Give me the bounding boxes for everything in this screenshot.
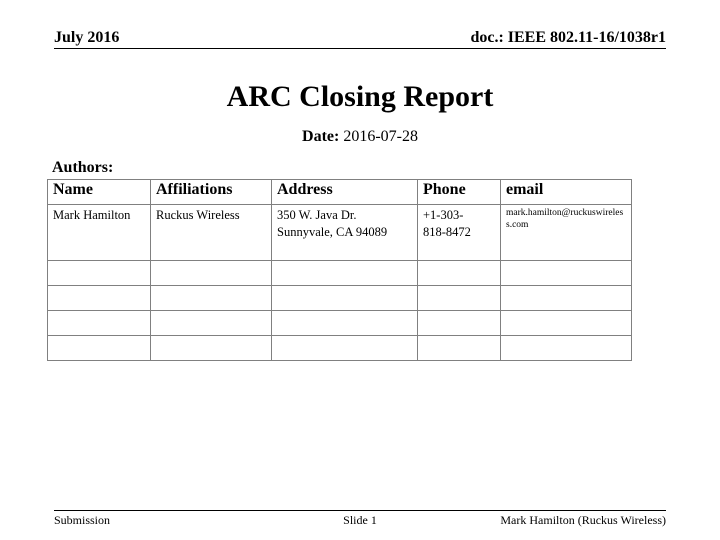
empty-cell bbox=[151, 286, 272, 311]
cell-address bbox=[272, 205, 418, 261]
empty-cell bbox=[418, 261, 501, 286]
phone-line-1: +1-303- bbox=[423, 208, 464, 222]
slide-title: ARC Closing Report bbox=[226, 80, 494, 113]
cell-name: Mark Hamilton bbox=[48, 205, 151, 261]
footer-rule bbox=[54, 510, 666, 511]
empty-cell bbox=[151, 311, 272, 336]
table-row-empty bbox=[48, 286, 632, 311]
cell-email bbox=[501, 205, 632, 261]
table-row-empty bbox=[48, 311, 632, 336]
email-address: mark.hamilton@ruckuswireless.com bbox=[506, 208, 624, 230]
column-header-name: Name bbox=[48, 180, 151, 205]
footer-author: Mark Hamilton (Ruckus Wireless) bbox=[500, 513, 666, 527]
cell-affiliation: Ruckus Wireless bbox=[151, 205, 272, 261]
empty-cell bbox=[418, 286, 501, 311]
empty-cell bbox=[501, 336, 632, 361]
header-rule bbox=[54, 48, 666, 49]
empty-cell bbox=[272, 336, 418, 361]
empty-cell bbox=[501, 261, 632, 286]
address-line-2: Sunnyvale, CA 94089 bbox=[277, 225, 388, 239]
table-header-row bbox=[48, 180, 632, 205]
empty-cell bbox=[272, 286, 418, 311]
column-header-phone: Phone bbox=[418, 180, 501, 205]
date-label: Date: bbox=[302, 128, 340, 145]
table-row-empty bbox=[48, 336, 632, 361]
empty-cell bbox=[501, 311, 632, 336]
date-value: 2016-07-28 bbox=[343, 128, 418, 145]
empty-cell bbox=[418, 311, 501, 336]
column-header-email: email bbox=[501, 180, 632, 205]
address-line-1: 350 W. Java Dr. bbox=[277, 208, 357, 222]
table-row-empty bbox=[48, 261, 632, 286]
empty-cell bbox=[272, 311, 418, 336]
empty-cell bbox=[151, 261, 272, 286]
empty-cell bbox=[48, 311, 151, 336]
header-date: July 2016 bbox=[54, 29, 120, 46]
empty-cell bbox=[48, 336, 151, 361]
empty-cell bbox=[418, 336, 501, 361]
empty-cell bbox=[48, 286, 151, 311]
empty-cell bbox=[501, 286, 632, 311]
footer-slide-number: Slide 1 bbox=[343, 513, 377, 527]
header-doc-number: doc.: IEEE 802.11-16/1038r1 bbox=[470, 29, 666, 46]
column-header-affiliations: Affiliations bbox=[151, 180, 272, 205]
phone-line-2: 818-8472 bbox=[423, 225, 471, 239]
empty-cell bbox=[48, 261, 151, 286]
table-row bbox=[48, 205, 632, 261]
empty-cell bbox=[151, 336, 272, 361]
authors-table bbox=[47, 179, 632, 361]
date-line bbox=[0, 128, 720, 146]
empty-cell bbox=[272, 261, 418, 286]
footer-submission: Submission bbox=[54, 513, 111, 527]
authors-label: Authors: bbox=[52, 159, 114, 176]
column-header-address: Address bbox=[272, 180, 418, 205]
cell-phone bbox=[418, 205, 501, 261]
